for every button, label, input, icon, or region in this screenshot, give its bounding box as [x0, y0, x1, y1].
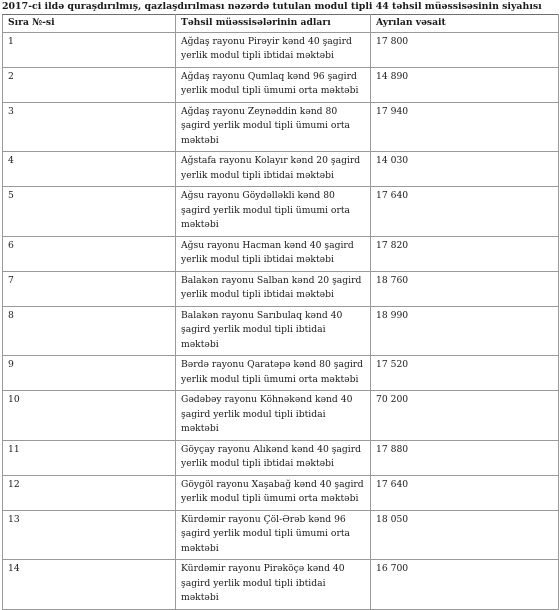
schools-table: [2, 14, 559, 610]
header-number: Sıra №-si: [3, 15, 176, 33]
document-title: 2017-ci ildə quraşdırılmış, qazlaşdırılması nəzərdə tutulan modul tipli 44 təhsil müəssisəsinin siyahısı: [2, 1, 542, 12]
cell-school-name: Göygöl rayonu Xaşabağ kənd 40 şagird yerlik modul tipli ümumi orta məktəbi: [176, 475, 371, 510]
table-row: [3, 67, 559, 102]
table-row: [3, 187, 559, 237]
cell-school-name: Göyçay rayonu Alıkənd kənd 40 şagird yerlik modul tipli ibtidai məktəbi: [176, 440, 371, 475]
cell-number: 12: [3, 475, 176, 510]
table-row: [3, 475, 559, 510]
table-row: [3, 236, 559, 271]
header-amount: Ayrılan vəsait: [371, 15, 559, 33]
table-row: [3, 306, 559, 356]
cell-number: 1: [3, 32, 176, 67]
cell-amount: 17 880: [371, 440, 559, 475]
table-row: [3, 152, 559, 187]
cell-amount: 18 760: [371, 271, 559, 306]
table-row: [3, 391, 559, 441]
cell-number: 7: [3, 271, 176, 306]
table-row: [3, 510, 559, 560]
cell-number: 13: [3, 510, 176, 560]
cell-school-name: Balakən rayonu Sarıbulaq kənd 40 şagird yerlik modul tipli ibtidai məktəbi: [176, 306, 371, 356]
table-row: [3, 271, 559, 306]
cell-school-name: Gədəbəy rayonu Köhnəkənd kənd 40 şagird yerlik modul tipli ibtidai məktəbi: [176, 391, 371, 441]
cell-school-name: Ağdaş rayonu Qumlaq kənd 96 şagird yerlik modul tipli ümumi orta məktəbi: [176, 67, 371, 102]
cell-amount: 17 940: [371, 102, 559, 152]
cell-amount: 18 990: [371, 306, 559, 356]
cell-amount: 16 700: [371, 560, 559, 610]
cell-number: 8: [3, 306, 176, 356]
cell-number: 9: [3, 356, 176, 391]
cell-amount: 17 640: [371, 475, 559, 510]
cell-amount: 70 200: [371, 391, 559, 441]
cell-amount: 14 890: [371, 67, 559, 102]
cell-number: 11: [3, 440, 176, 475]
table-body: [3, 32, 559, 609]
cell-school-name: Ağdaş rayonu Zeynəddin kənd 80 şagird yerlik modul tipli ümumi orta məktəbi: [176, 102, 371, 152]
cell-school-name: Ağsu rayonu Hacman kənd 40 şagird yerlik modul tipli ibtidai məktəbi: [176, 236, 371, 271]
cell-school-name: Kürdəmir rayonu Çöl-Ərəb kənd 96 şagird yerlik modul tipli ümumi orta məktəbi: [176, 510, 371, 560]
cell-number: 14: [3, 560, 176, 610]
cell-school-name: Kürdəmir rayonu Pirəköçə kənd 40 şagird yerlik modul tipli ibtidai məktəbi: [176, 560, 371, 610]
cell-amount: 17 800: [371, 32, 559, 67]
cell-number: 10: [3, 391, 176, 441]
cell-number: 6: [3, 236, 176, 271]
cell-number: 2: [3, 67, 176, 102]
cell-school-name: Bərdə rayonu Qaratəpə kənd 80 şagird yerlik modul tipli ümumi orta məktəbi: [176, 356, 371, 391]
cell-school-name: Balakən rayonu Salban kənd 20 şagird yerlik modul tipli ibtidai məktəbi: [176, 271, 371, 306]
table-header-row: [3, 15, 559, 33]
cell-number: 4: [3, 152, 176, 187]
header-name: Təhsil müəssisələrinin adları: [176, 15, 371, 33]
table-row: [3, 32, 559, 67]
cell-amount: 17 820: [371, 236, 559, 271]
cell-school-name: Ağstafa rayonu Kolayır kənd 20 şagird yerlik modul tipli ibtidai məktəbi: [176, 152, 371, 187]
table-row: [3, 102, 559, 152]
cell-school-name: Ağsu rayonu Göydəlləkli kənd 80 şagird yerlik modul tipli ümumi orta məktəbi: [176, 187, 371, 237]
cell-amount: 17 520: [371, 356, 559, 391]
cell-number: 3: [3, 102, 176, 152]
cell-amount: 14 030: [371, 152, 559, 187]
table-row: [3, 356, 559, 391]
cell-amount: 18 050: [371, 510, 559, 560]
cell-amount: 17 640: [371, 187, 559, 237]
table-row: [3, 440, 559, 475]
table-row: [3, 560, 559, 610]
cell-number: 5: [3, 187, 176, 237]
cell-school-name: Ağdaş rayonu Pirəyir kənd 40 şagird yerlik modul tipli ibtidai məktəbi: [176, 32, 371, 67]
